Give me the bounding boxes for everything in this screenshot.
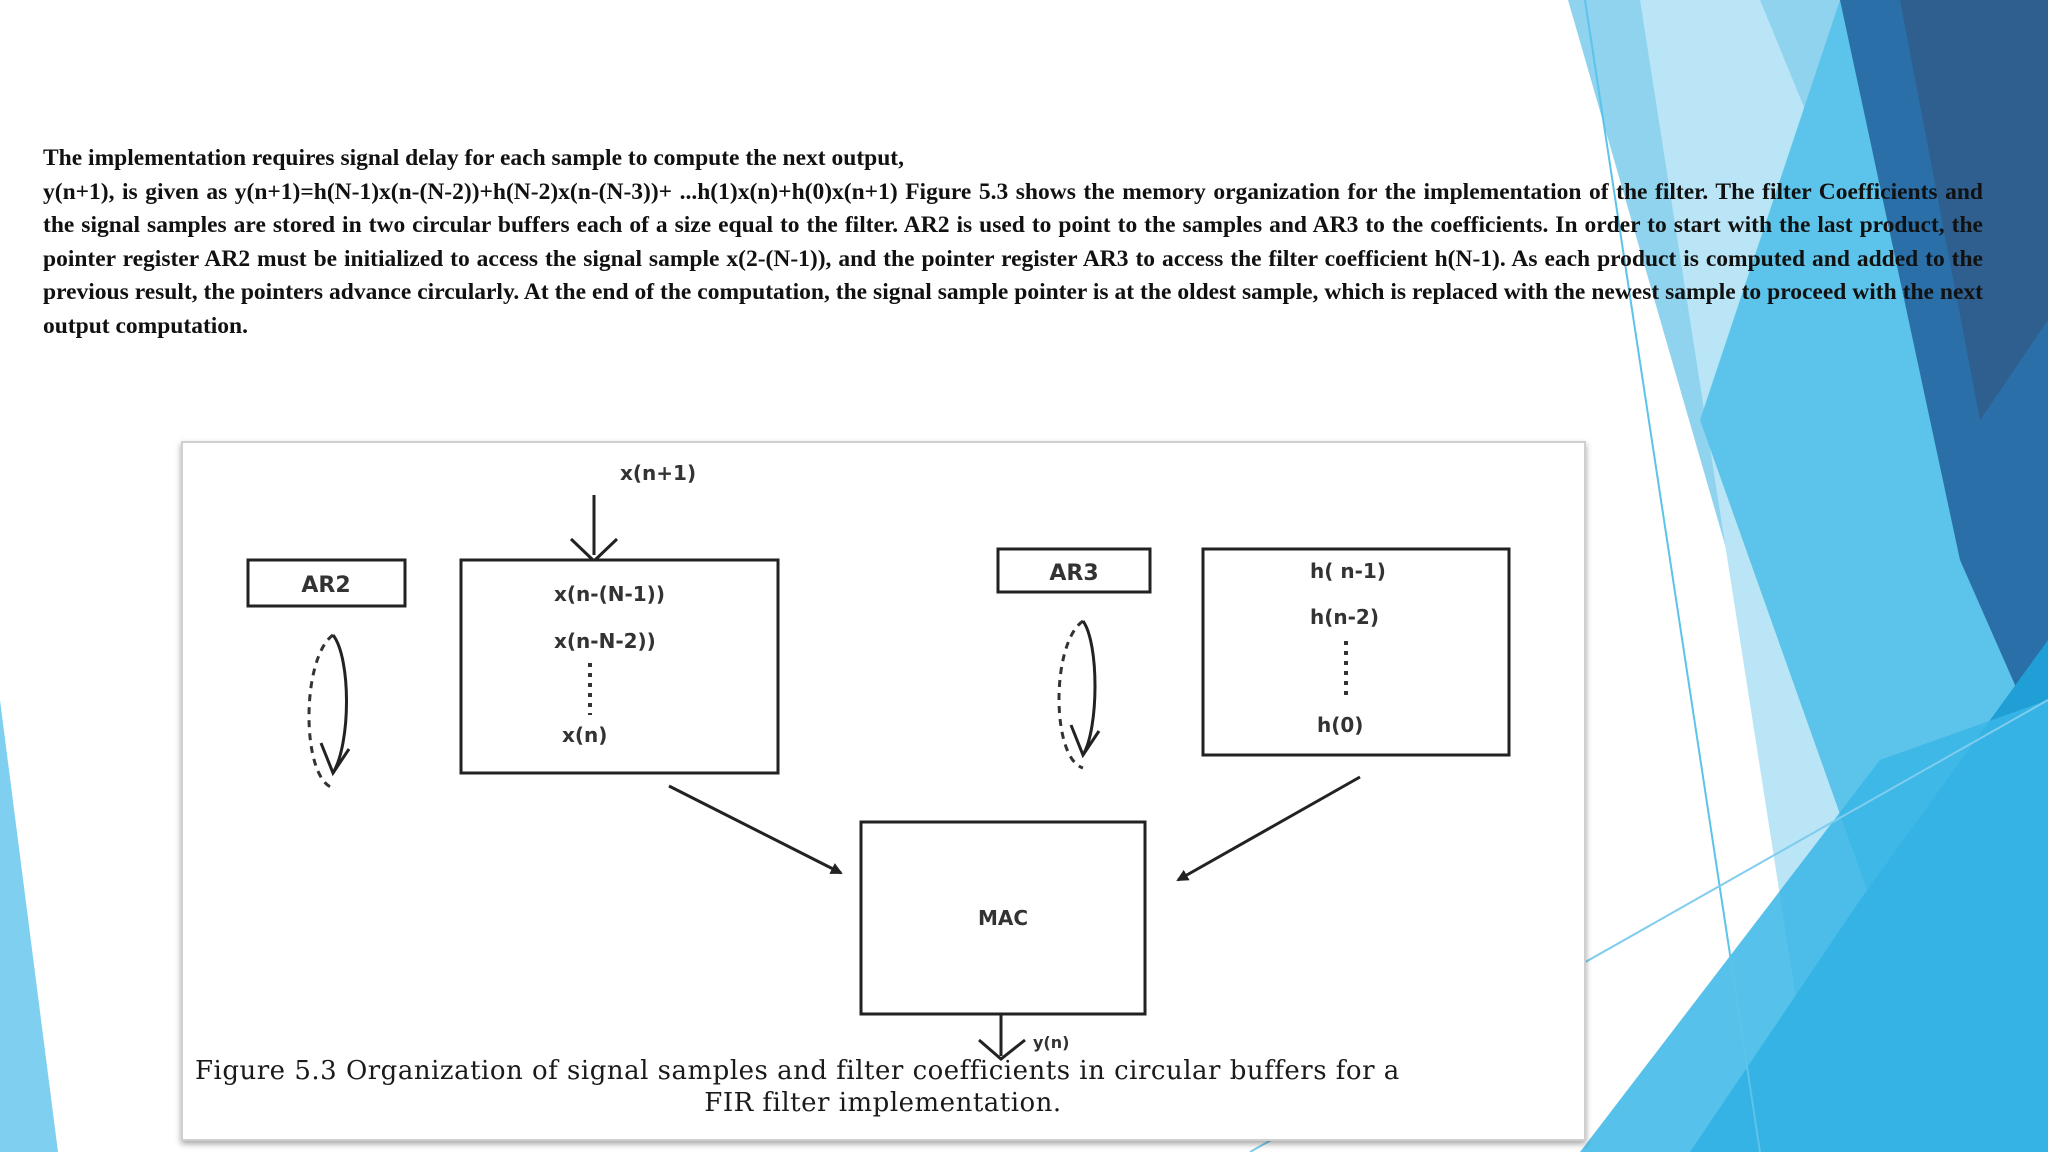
output-label: y(n) bbox=[1033, 1033, 1070, 1052]
figure-5-3 bbox=[181, 441, 1586, 1141]
sample-second: x(n-N-2)) bbox=[554, 629, 656, 653]
circular-buffer-diagram bbox=[183, 443, 1584, 1139]
ar2-circular-arrow-solid bbox=[333, 635, 347, 773]
ar3-circular-arrow-solid bbox=[1083, 621, 1095, 755]
ar3-label: AR3 bbox=[1049, 561, 1099, 586]
paragraph-intro: The implementation requires signal delay for each sample to compute the next output, bbox=[43, 145, 904, 171]
slide-body-text bbox=[43, 142, 1983, 343]
decor-left-wedge bbox=[0, 700, 58, 1152]
caption-line-2: FIR filter implementation. bbox=[704, 1088, 1062, 1118]
coef-second: h(n-2) bbox=[1310, 605, 1379, 629]
sample-oldest: x(n-(N-1)) bbox=[554, 582, 665, 606]
caption-line-1: Figure 5.3 Organization of signal samples and filter coefficients in circular buffers for a bbox=[195, 1056, 1400, 1086]
samples-to-mac-arrow bbox=[669, 786, 841, 873]
sample-newest: x(n) bbox=[562, 723, 608, 747]
figure-caption bbox=[193, 1055, 1573, 1119]
coef-last: h(0) bbox=[1317, 713, 1364, 737]
coefficients-to-mac-arrow bbox=[1178, 777, 1360, 880]
input-sample-label: x(n+1) bbox=[620, 461, 697, 485]
ar3-arrow-head bbox=[1071, 725, 1099, 755]
coef-first: h( n-1) bbox=[1310, 559, 1386, 583]
ar2-arrow-head bbox=[321, 743, 349, 773]
ar2-label: AR2 bbox=[301, 573, 351, 598]
paragraph-body: y(n+1), is given as y(n+1)=h(N-1)x(n-(N-2))+h(N-2)x(n-(N-3))+ ...h(1)x(n)+h(0)x(n+1) Figure 5.3 shows the memory organization for the implementation of the filter. The filter Coefficients and the signal samples are stored in two circular buffers each of a size equal to the filter. AR2 is used to point to the samples and AR3 to the coefficients. In order to start with the last product, the pointer register AR2 must be initialized to access the signal sample x(2-(N-1)), and the pointer register AR3 to access the filter coefficient h(N-1). As each product is computed and added to the previous result, the pointers advance circularly. At the end of the computation, the signal sample pointer is at the oldest sample, which is replaced with the newest sample to proceed with the next output computation. bbox=[43, 178, 1983, 339]
mac-label: MAC bbox=[977, 906, 1029, 930]
